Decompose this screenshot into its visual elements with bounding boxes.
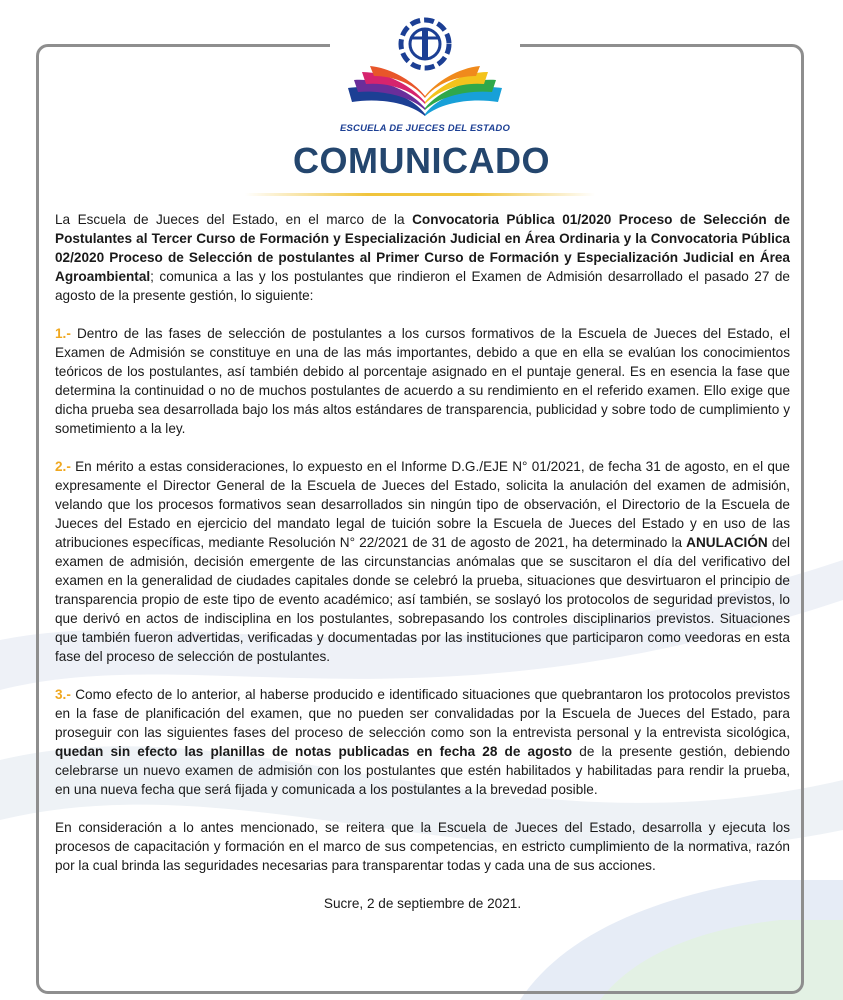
page-title: COMUNICADO — [293, 140, 550, 181]
logo-emblem-icon — [330, 6, 520, 124]
point-2-paragraph: 2.- En mérito a estas consideraciones, lo expuesto en el Informe D.G./EJE N° 01/2021, de fecha 31 de agosto, en el que expresamente el Director General de la Escuela de Jueces del Estado, solicita la anulación del examen de admisión, velando que los procesos formativos sean desarrollados sin ningún tipo de observación, el Directorio de la Escuela de Jueces del Estado en ejercicio del mandato legal de tuición sobre la Escuela de Jueces del Estado y en uso de las atribuciones específicas, mediante Resolución N° 22/2021 de 31 de agosto de 2021, ha determinado la ANULACIÓN del examen de admisión, decisión emergente de las circunstancias anómalas que se suscitaron el día del verificativo del examen en la generalidad de ciudades capitales donde se celebró la prueba, situaciones que desvirtuaron el principio de transparencia propio de este tipo de evento académico; así también, se soslayó los protocolos de seguridad previstos, lo que derivó en actos de indisciplina en los postulantes, sobrepasando los controles disciplinarios previstos. Situaciones que también fueron advertidas, verificadas y documentadas por las instituciones que participaron como veedoras en esta fase del proceso de selección de postulantes. — [55, 459, 790, 664]
point-1-paragraph: 1.- Dentro de las fases de selección de postulantes a los cursos formativos de la Escuela de Jueces del Estado, el Examen de Admisión se constituye en una de las más importantes, debido a que en ella se evalúan los conocimientos teóricos de los postulantes, así también debido al porcentaje asignado en el puntaje general. Es en esencia la fase que determina la continuidad o no de muchos postulantes de acuerdo a su rendimiento en el referido examen. Ello exige que dicha prueba sea desarrollada bajo los más altos estándares de transparencia, publicidad y sobre todo de cumplimiento y sometimiento a la ley. — [55, 326, 790, 436]
logo-caption: ESCUELA DE JUECES DEL ESTADO — [339, 123, 511, 134]
point-number: 1.- — [55, 326, 71, 341]
place-date-signature: Sucre, 2 de septiembre de 2021. — [323, 896, 522, 911]
point-number: 2.- — [55, 459, 71, 474]
point-3-paragraph: 3.- Como efecto de lo anterior, al haberse producido e identificado situaciones que quebrantaron los protocolos previstos en la fase de planificación del examen, que no pueden ser convalidadas por la Escuela de Jueces del Estado, para proseguir con las siguientes fases del proceso de selección como son la entrevista personal y la entrevista sicológica, quedan sin efecto las planillas de notas publicadas en fecha 28 de agosto de la presente gestión, debiendo celebrarse un nuevo examen de admisión con los postulantes que estén habilitados y habilitadas para rendir la prueba, en una nueva fecha que será fijada y comunicada a los postulantes a la brevedad posible. — [55, 687, 790, 797]
title-divider — [245, 193, 595, 196]
intro-paragraph: La Escuela de Jueces del Estado, en el marco de la Convocatoria Pública 01/2020 Proceso de Selección de Postulantes al Tercer Curso de Formación y Especialización Judicial en Área Ordinaria y la Convocatoria Pública 02/2020 Proceso de Selección de postulantes al Primer Curso de Formación y Especialización Judicial en Área Agroambiental; comunica a las y los postulantes que rindieron el Examen de Admisión desarrollado el pasado 27 de agosto de la presente gestión, lo siguiente: — [55, 212, 790, 303]
institution-logo — [330, 6, 520, 141]
annulment-emphasis: ANULACIÓN — [686, 535, 768, 550]
point-number: 3.- — [55, 687, 71, 702]
grades-void-emphasis: quedan sin efecto las planillas de notas publicadas en fecha 28 de agosto — [55, 744, 573, 759]
convocatoria-reference: Convocatoria Pública 01/2020 Proceso de Selección de Postulantes al Tercer Curso de Formación y Especialización Judicial en Área Ordinaria y la Convocatoria Pública 02/2020 Proceso de Selección de postulantes al Primer Curso de Formación y Especialización Judicial en Área Agroambiental — [55, 212, 790, 284]
closing-paragraph: En consideración a lo antes mencionado, se reitera que la Escuela de Jueces del Estado, desarrolla y ejecuta los procesos de capacitación y formación en el marco de sus competencias, en estricto cumplimiento de la normativa, razón por la cual brinda las seguridades necesarias para transparentar todas y cada una de sus acciones. — [55, 820, 790, 873]
document-body — [55, 210, 790, 932]
